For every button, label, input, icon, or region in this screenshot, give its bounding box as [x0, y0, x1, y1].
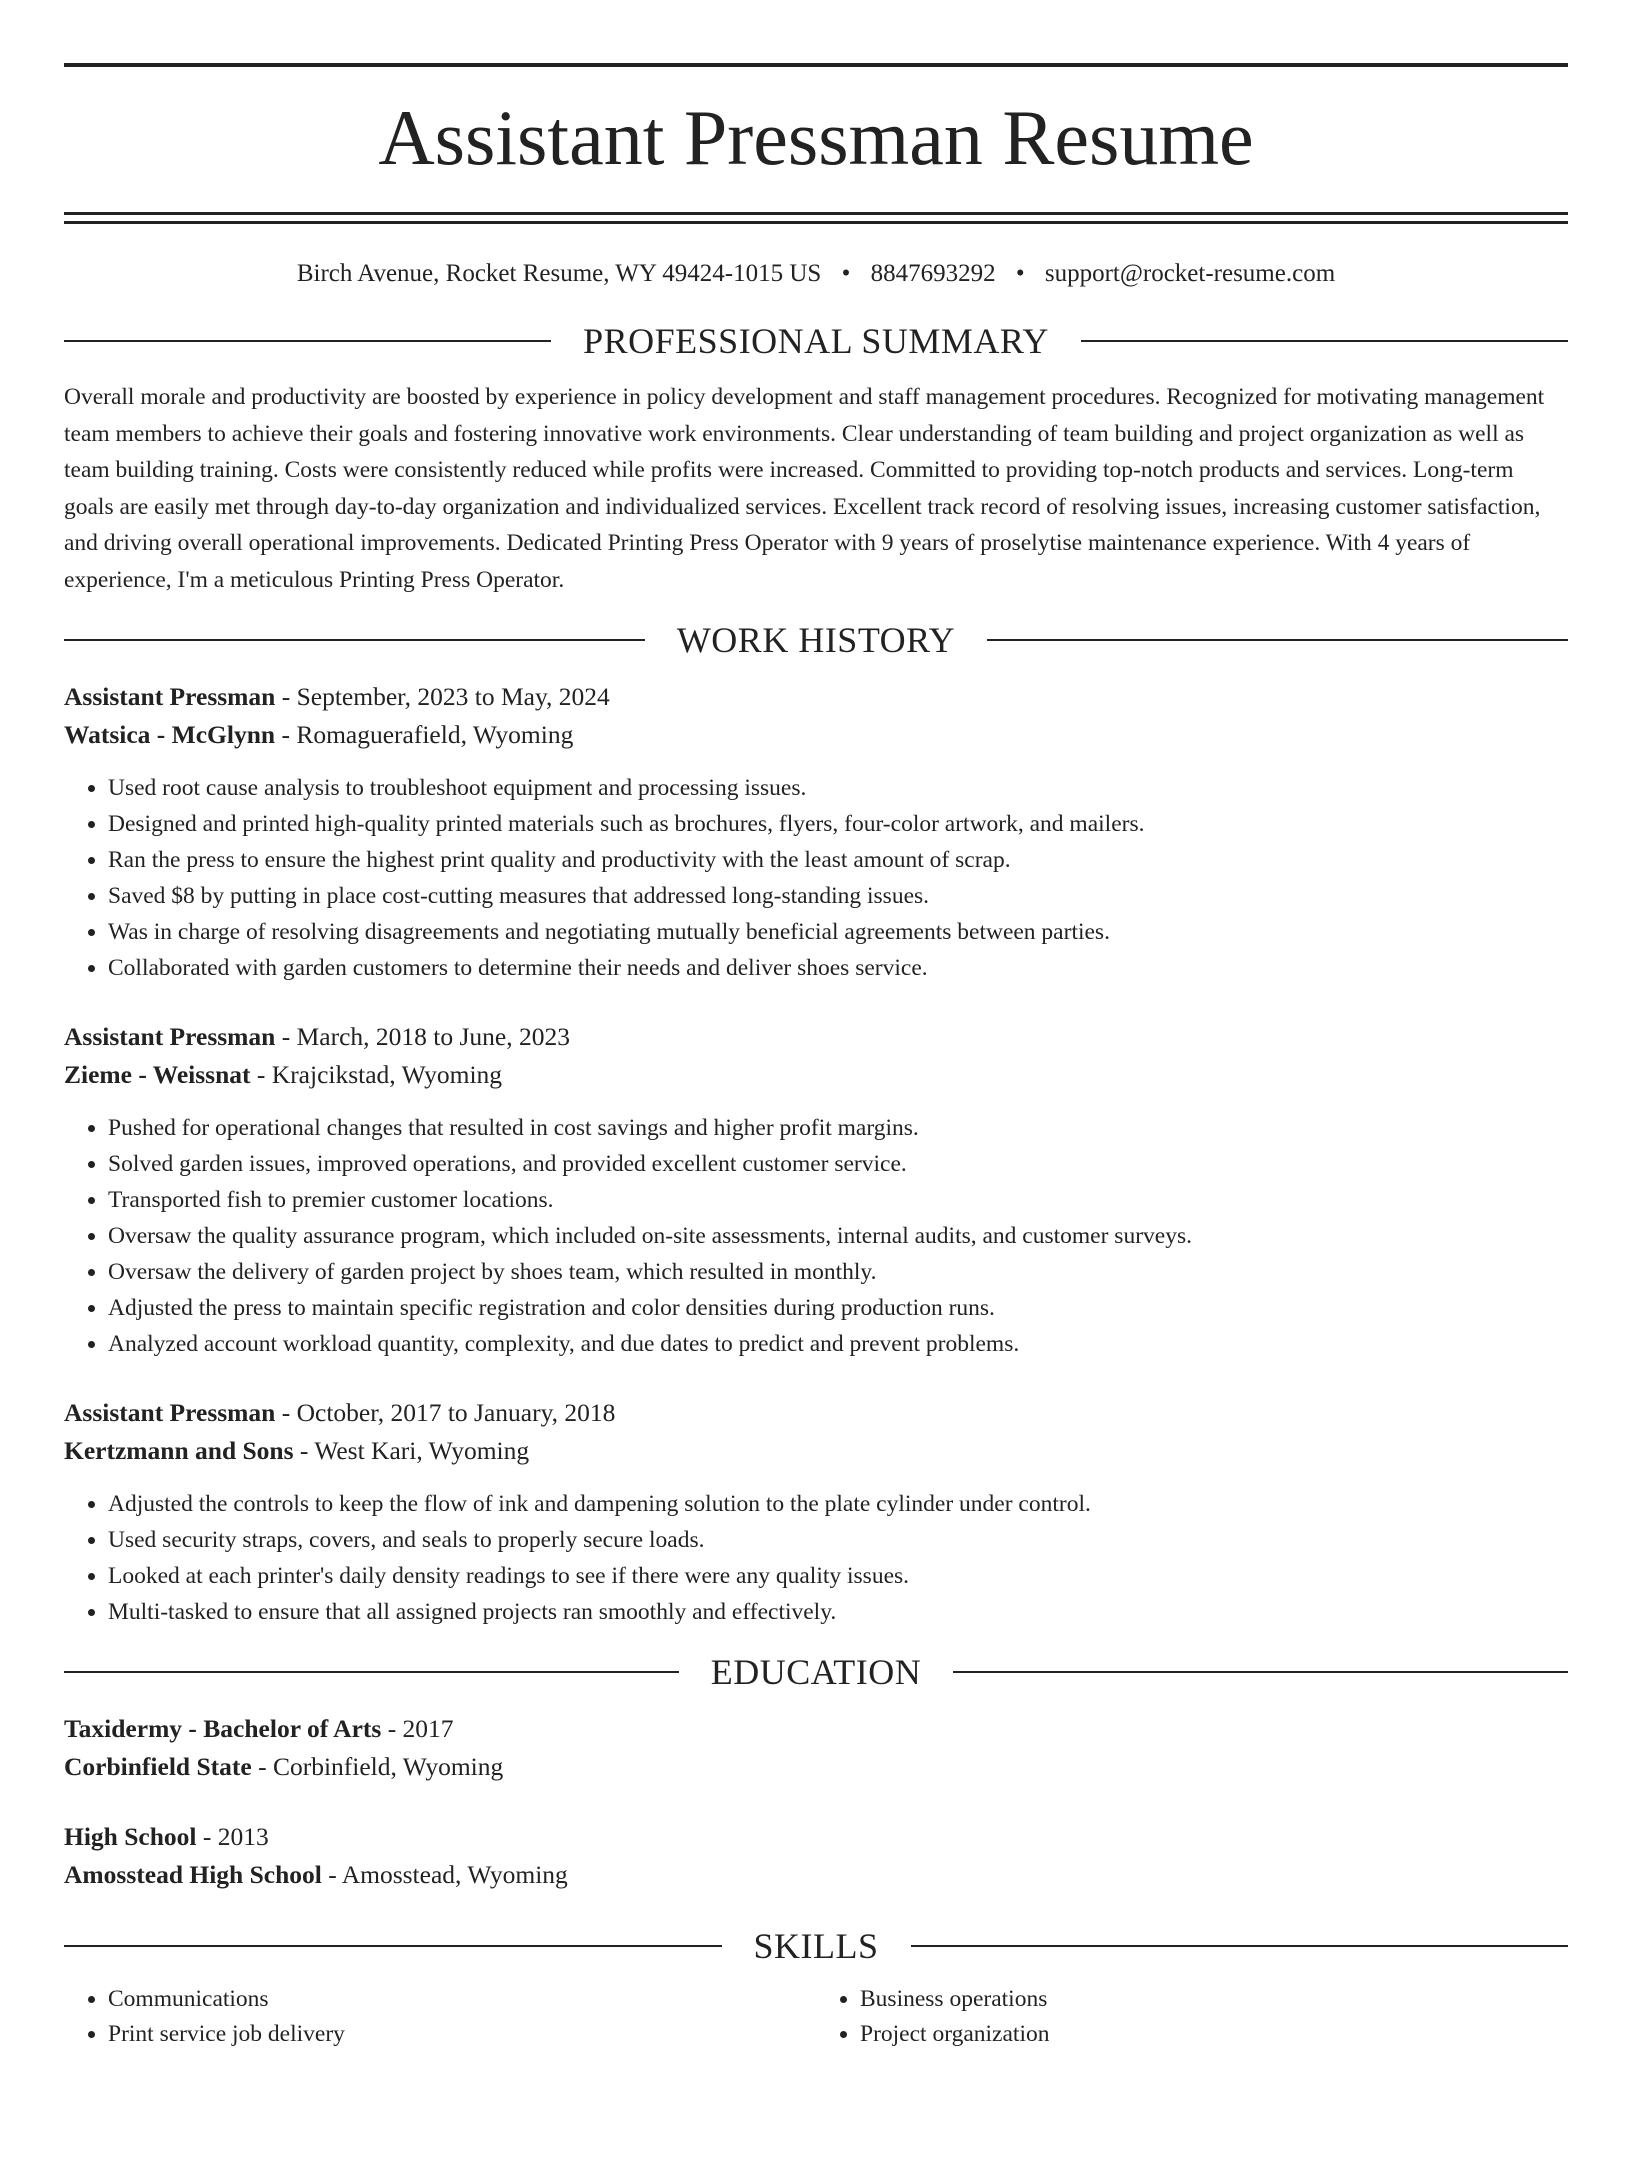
contact-phone: 8847693292: [870, 260, 996, 287]
section-header-work: [64, 622, 1568, 658]
job-bullets: [64, 1486, 1568, 1630]
section-rule: [987, 639, 1568, 641]
education-school-line: [64, 1748, 1568, 1786]
education-school: Amosstead High School: [64, 1860, 322, 1889]
section-title: WORK HISTORY: [676, 620, 956, 660]
job-title: Assistant Pressman: [64, 1022, 276, 1051]
job-bullet: • Solved garden issues, improved operations, and provided excellent customer service.: [108, 1146, 1568, 1182]
education-year: - 2017: [381, 1714, 454, 1743]
section-title: SKILLS: [753, 1926, 879, 1966]
skill-item: • Business operations: [860, 1982, 1568, 2017]
job-company-line: [64, 716, 1568, 754]
job-entry: [64, 1018, 1568, 1362]
job-bullet: • Looked at each printer's daily density readings to see if there were any quality issues.: [108, 1558, 1568, 1594]
job-bullet: • Oversaw the delivery of garden project by shoes team, which resulted in monthly.: [108, 1254, 1568, 1290]
job-company-line: [64, 1056, 1568, 1094]
job-bullet: • Analyzed account workload quantity, complexity, and due dates to predict and prevent problems.: [108, 1326, 1568, 1362]
job-dates: - September, 2023 to May, 2024: [275, 682, 610, 711]
education-school-line: [64, 1856, 1568, 1894]
job-bullet: • Ran the press to ensure the highest print quality and productivity with the least amount of scrap.: [108, 842, 1568, 878]
job-company-line: [64, 1432, 1568, 1470]
education-location: - Amosstead, Wyoming: [321, 1860, 568, 1889]
job-bullet: • Saved $8 by putting in place cost-cutting measures that addressed long-standing issues.: [108, 878, 1568, 914]
contact-email: support@rocket-resume.com: [1044, 260, 1336, 287]
job-bullet: • Transported fish to premier customer locations.: [108, 1182, 1568, 1218]
job-bullet: • Adjusted the press to maintain specific registration and color densities during production runs.: [108, 1290, 1568, 1326]
skill-item: • Communications: [108, 1982, 816, 2017]
job-title-line: [64, 1394, 1568, 1432]
section-rule: [1081, 340, 1568, 342]
section-rule: [64, 639, 645, 641]
job-bullet: • Multi-tasked to ensure that all assigned projects ran smoothly and effectively.: [108, 1594, 1568, 1630]
contact-separator: •: [841, 260, 851, 287]
skills-left-column: [64, 1982, 816, 2052]
resume-page: [0, 63, 1632, 2175]
job-bullet: • Used root cause analysis to troubleshoot equipment and processing issues.: [108, 770, 1568, 806]
resume-title: Assistant Pressman Resume: [378, 94, 1254, 181]
job-bullet: • Adjusted the controls to keep the flow of ink and dampening solution to the plate cylinder under control.: [108, 1486, 1568, 1522]
job-dates: - October, 2017 to January, 2018: [275, 1398, 616, 1427]
education-entry: [64, 1710, 1568, 1786]
section-title: PROFESSIONAL SUMMARY: [583, 321, 1049, 361]
job-bullet: • Pushed for operational changes that resulted in cost savings and higher profit margins.: [108, 1110, 1568, 1146]
section-header-summary: [64, 323, 1568, 359]
job-title-line: [64, 1018, 1568, 1056]
skill-item: • Project organization: [860, 2017, 1568, 2052]
section-header-education: [64, 1654, 1568, 1690]
job-bullets: [64, 770, 1568, 986]
section-rule: [911, 1945, 1569, 1947]
section-header-skills: [64, 1928, 1568, 1964]
job-title: Assistant Pressman: [64, 682, 276, 711]
title-double-rule: [64, 212, 1568, 224]
education-entry: [64, 1818, 1568, 1894]
job-bullet: • Used security straps, covers, and seals to properly secure loads.: [108, 1522, 1568, 1558]
skills-columns: [64, 1982, 1568, 2052]
section-rule: [64, 1945, 722, 1947]
education-degree: Taxidermy - Bachelor of Arts: [64, 1714, 382, 1743]
education-location: - Corbinfield, Wyoming: [251, 1752, 504, 1781]
contact-address: Birch Avenue, Rocket Resume, WY 49424-1015 US: [296, 260, 822, 287]
job-location: - Romaguerafield, Wyoming: [275, 720, 574, 749]
education-degree-line: [64, 1818, 1568, 1856]
section-title: EDUCATION: [710, 1652, 922, 1692]
job-bullet: • Collaborated with garden customers to determine their needs and deliver shoes service.: [108, 950, 1568, 986]
skill-item: • Print service job delivery: [108, 2017, 816, 2052]
section-rule: [64, 340, 551, 342]
skills-right-column: [816, 1982, 1568, 2052]
job-entry: [64, 678, 1568, 986]
section-rule: [953, 1671, 1568, 1673]
education-degree-line: [64, 1710, 1568, 1748]
top-rule: [64, 63, 1568, 67]
education-school: Corbinfield State: [64, 1752, 252, 1781]
job-company: Zieme - Weissnat: [64, 1060, 251, 1089]
contact-separator: •: [1015, 260, 1025, 287]
education-list: [64, 1710, 1568, 1894]
contact-line: [64, 261, 1568, 286]
education-year: - 2013: [196, 1822, 269, 1851]
job-company: Watsica - McGlynn: [64, 720, 276, 749]
job-title: Assistant Pressman: [64, 1398, 276, 1427]
job-company: Kertzmann and Sons: [64, 1436, 294, 1465]
job-bullets: [64, 1110, 1568, 1362]
work-history-list: [64, 678, 1568, 1630]
summary-paragraph: Overall morale and productivity are boosted by experience in policy development and staff management procedures. Recognized for motivating management team members to achieve their goals and fostering innovative work environments. Clear understanding of team building and project organization as well as team building training. Costs were consistently reduced while profits were increased. Committed to providing top-notch products and services. Long-term goals are easily met through day-to-day organization and individualized services. Excellent track record of resolving issues, increasing customer satisfaction, and driving overall operational improvements. Dedicated Printing Press Operator with 9 years of proselytise maintenance experience. With 4 years of experience, I'm a meticulous Printing Press Operator.: [64, 384, 1545, 593]
job-bullet: • Designed and printed high-quality printed materials such as brochures, flyers, four-color artwork, and mailers.: [108, 806, 1568, 842]
job-bullet: • Oversaw the quality assurance program, which included on-site assessments, internal audits, and customer surveys.: [108, 1218, 1568, 1254]
job-location: - West Kari, Wyoming: [293, 1436, 530, 1465]
section-rule: [64, 1671, 679, 1673]
job-entry: [64, 1394, 1568, 1630]
job-dates: - March, 2018 to June, 2023: [275, 1022, 570, 1051]
education-degree: High School: [64, 1822, 197, 1851]
job-bullet: • Was in charge of resolving disagreements and negotiating mutually beneficial agreements between parties.: [108, 914, 1568, 950]
job-title-line: [64, 678, 1568, 716]
job-location: - Krajcikstad, Wyoming: [250, 1060, 503, 1089]
